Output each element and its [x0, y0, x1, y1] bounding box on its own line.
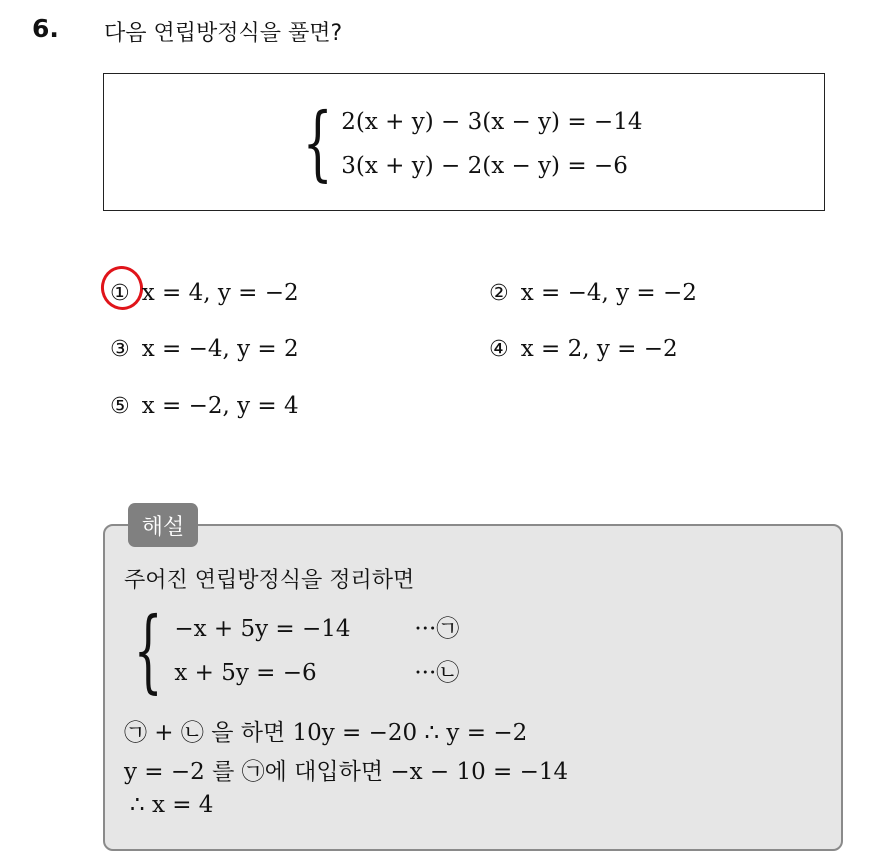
- choice-5-text: x = −2, y = 4: [141, 393, 299, 419]
- solution-step-3: ∴ x = 4: [130, 792, 214, 818]
- eq-label-1: ···㉠: [414, 616, 460, 642]
- solution-eq-1: −x + 5y = −14 ···㉠: [174, 616, 460, 642]
- choice-2[interactable]: [489, 280, 697, 306]
- equation-2: 3(x + y) − 2(x − y) = −6: [341, 153, 628, 179]
- equation-system: [296, 96, 643, 191]
- choice-5-number: ⑤: [110, 393, 130, 419]
- left-brace-icon: {: [133, 597, 163, 703]
- solution-eq-2: x + 5y = −6 ···㉡: [174, 660, 460, 686]
- solution-tag: 해설: [128, 503, 198, 547]
- choice-1-text: x = 4, y = −2: [141, 280, 299, 306]
- solution-step-2: y = −2 를 ㉠에 대입하면 −x − 10 = −14: [124, 759, 569, 785]
- choice-4[interactable]: [489, 336, 678, 362]
- choice-5[interactable]: [110, 393, 299, 419]
- choice-1-number: ①: [110, 280, 130, 306]
- choice-3[interactable]: [110, 336, 299, 362]
- choice-3-number: ③: [110, 336, 130, 362]
- equation-box: [103, 73, 825, 211]
- solution-system: [124, 597, 460, 703]
- choice-3-text: x = −4, y = 2: [141, 336, 299, 362]
- choice-4-text: x = 2, y = −2: [520, 336, 678, 362]
- choice-4-number: ④: [489, 336, 509, 362]
- solution-intro: 주어진 연립방정식을 정리하면: [124, 568, 415, 593]
- eq-label-2: ···㉡: [414, 660, 460, 686]
- choice-2-number: ②: [489, 280, 509, 306]
- equation-1: 2(x + y) − 3(x − y) = −14: [341, 109, 643, 135]
- question-text: 다음 연립방정식을 풀면?: [104, 21, 343, 46]
- choice-2-text: x = −4, y = −2: [520, 280, 697, 306]
- left-brace-icon: {: [302, 96, 333, 191]
- choice-1[interactable]: [110, 280, 299, 306]
- question-number: 6.: [32, 14, 59, 43]
- solution-step-1: ㉠ + ㉡ 을 하면 10y = −20 ∴ y = −2: [124, 720, 528, 746]
